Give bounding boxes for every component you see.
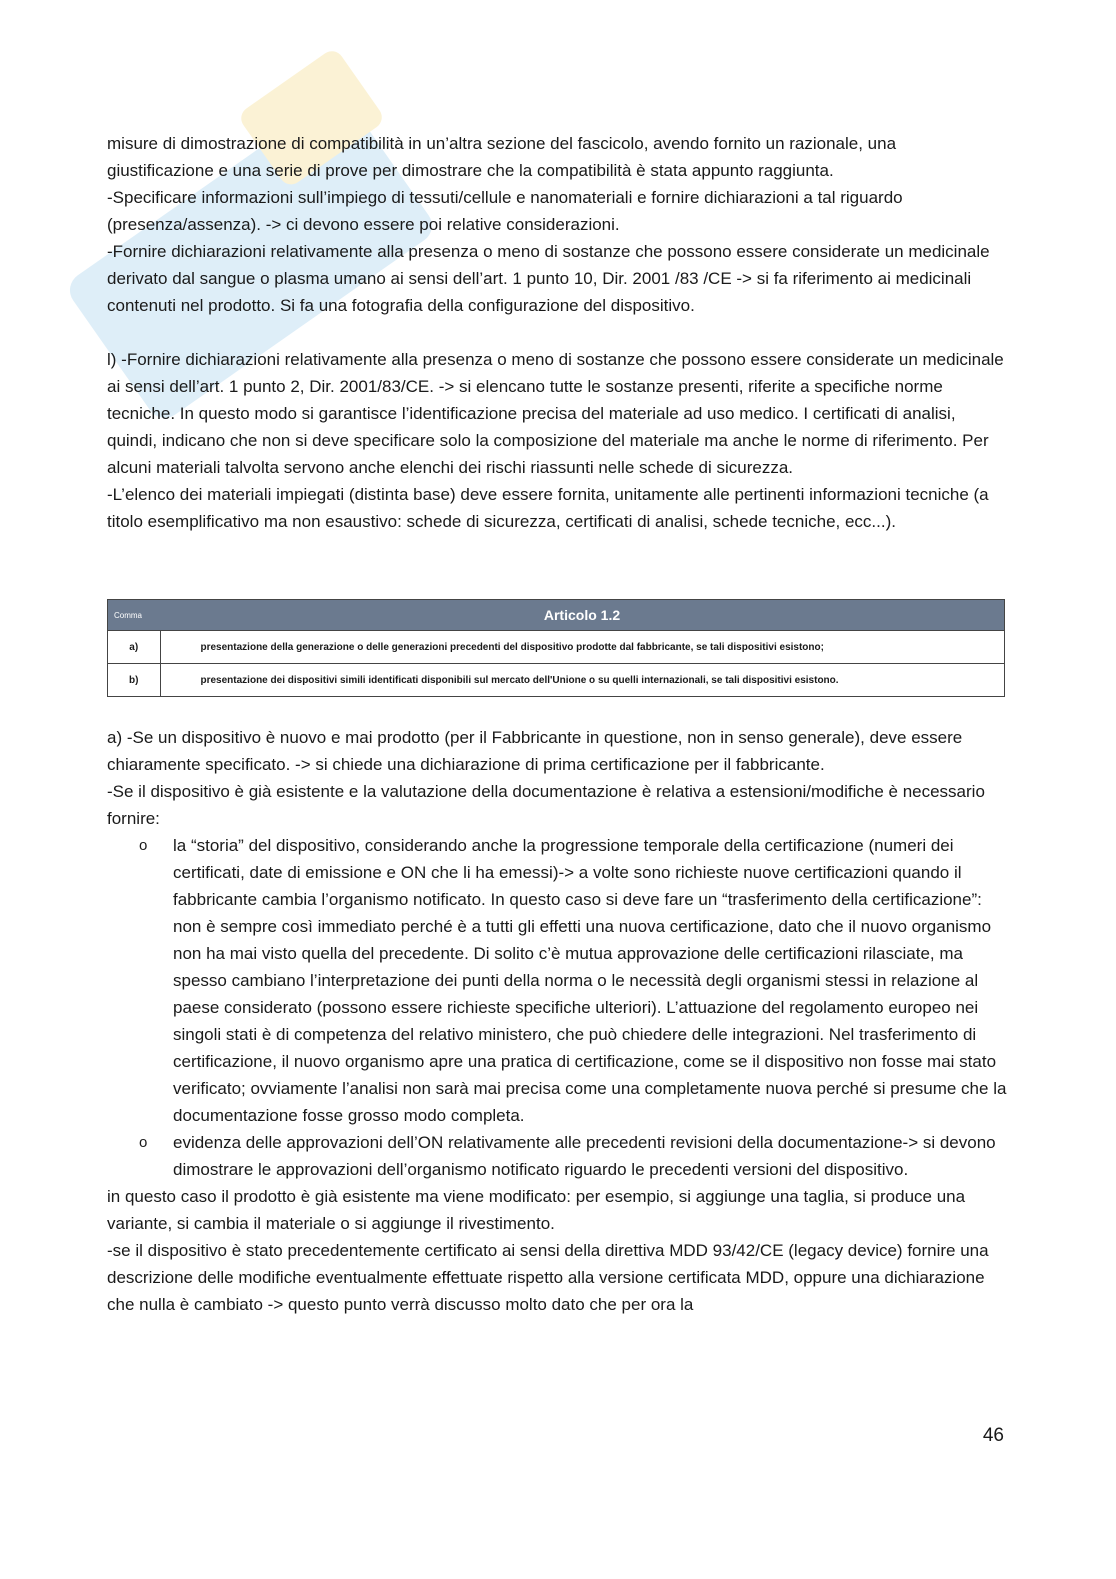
paragraph: -Se il dispositivo è già esistente e la valutazione della documentazione è relativa a estensioni/modifiche è necessario fornire: [107, 782, 985, 828]
list-item [107, 1129, 1007, 1183]
paragraph: in questo caso il prodotto è già esistente ma viene modificato: per esempio, si aggiunge una taglia, si produce una variante, si cambia il materiale o si aggiunge il rivestimento. [107, 1187, 966, 1233]
paragraph: -se il dispositivo è stato precedentemente certificato ai sensi della direttiva MDD 93/42/CE (legacy device) fornire una descrizione delle modifiche eventualmente effettuate rispetto alla versione certificata MDD, oppure una dichiarazione che nulla è cambiato -> questo punto verrà discusso molto dato che per ora la [107, 1241, 989, 1314]
page-number: 46 [982, 1425, 1004, 1446]
table-row-text: presentazione della generazione o delle generazioni precedenti del dispositivo prodotte dal fabbricante, se tali dispositivi esistono; [160, 631, 1004, 664]
list-item-text: la “storia” del dispositivo, considerando anche la progressione temporale della certificazione (numeri dei certificati, date di emissione e ON che li ha emessi)-> a volte sono richieste nuove certificazioni quando il fabbricante cambia l’organismo notificato. In questo caso si deve fare un “trasferimento della certificazione”: non è sempre così immediato perché è a tutti gli effetti una nuova certificazione, dato che il nuovo organismo non ha mai visto quella del precedente. Di solito c’è mutua approvazione delle certificazioni rilasciate, ma spesso cambiano l’interpretazione dei punti della norma o le necessità degli organismi stessi in relazione al paese considerato (possono essere richieste specifiche ulteriori). L’attuazione del regolamento europeo nei singoli stati è di competenza del relativo ministero, che può chiedere delle integrazioni. Nel trasferimento di certificazione, il nuovo organismo apre una pratica di certificazione, come se il dispositivo non fosse mai stato verificato; ovviamente l’analisi non sarà mai precisa come una completamente nuova perché si presume che la documentazione fosse grosso modo completa. [173, 836, 1007, 1125]
paragraph: -L’elenco dei materiali impiegati (distinta base) deve essere fornita, unitamente alle pertinenti informazioni tecniche (a titolo esemplificativo ma non esaustivo: schede di sicurezza, certificati di analisi, schede tecniche, ecc...). [107, 485, 989, 531]
table-row-letter: a) [108, 631, 160, 664]
paragraph: l) -Fornire dichiarazioni relativamente alla presenza o meno di sostanze che possono essere considerate un medicinale ai sensi dell’art. 1 punto 2, Dir. 2001/83/CE. -> si elencano tutte le sostanze presenti, riferite a specifiche norme tecniche. In questo modo si garantisce l’identificazione precisa del materiale ad uso medico. I certificati di analisi, quindi, indicano che non si deve specificare solo la composizione del materiale ma anche le norme di riferimento. Per alcuni materiali talvolta servono anche elenchi dei rischi riassunti nelle schede di sicurezza. [107, 350, 1004, 477]
list-item-text: evidenza delle approvazioni dell’ON relativamente alle precedenti revisioni della documentazione-> si devono dimostrare le approvazioni dell’organismo notificato riguardo le precedenti versioni del dispositivo. [173, 1133, 996, 1179]
paragraph: -Fornire dichiarazioni relativamente alla presenza o meno di sostanze che possono essere considerate un medicinale derivato dal sangue o plasma umano ai sensi dell’art. 1 punto 10, Dir. 2001 /83 /CE -> si fa riferimento ai medicinali contenuti nel prodotto. Si fa una fotografia della configurazione del dispositivo. [107, 242, 990, 315]
bullet-marker: o [139, 837, 148, 854]
article-table [107, 599, 1005, 697]
document-body [107, 130, 1007, 1318]
list-item [107, 832, 1007, 1129]
table-row [108, 664, 1004, 697]
bullet-marker: o [139, 1134, 148, 1151]
paragraph: misure di dimostrazione di compatibilità in un’altra sezione del fascicolo, avendo fornito un razionale, una giustificazione e una serie di prove per dimostrare che la compatibilità è stata appunto raggiunta. [107, 134, 897, 180]
table-title: Articolo 1.2 [160, 600, 1004, 631]
paragraph: -Specificare informazioni sull’impiego di tessuti/cellule e nanomateriali e fornire dichiarazioni a tal riguardo (presenza/assenza). -> ci devono essere poi relative considerazioni. [107, 188, 903, 234]
paragraph: a) -Se un dispositivo è nuovo e mai prodotto (per il Fabbricante in questione, non in senso generale), deve essere chiaramente specificato. -> si chiede una dichiarazione di prima certificazione per il fabbricante. [107, 728, 963, 774]
bullet-list [107, 832, 1007, 1183]
table-row-letter: b) [108, 664, 160, 697]
table-row [108, 631, 1004, 664]
table-row-text: presentazione dei dispositivi simili identificati disponibili sul mercato dell'Unione o su quelli internazionali, se tali dispositivi esistono. [160, 664, 1004, 697]
table-comma-header: Comma [108, 600, 160, 631]
